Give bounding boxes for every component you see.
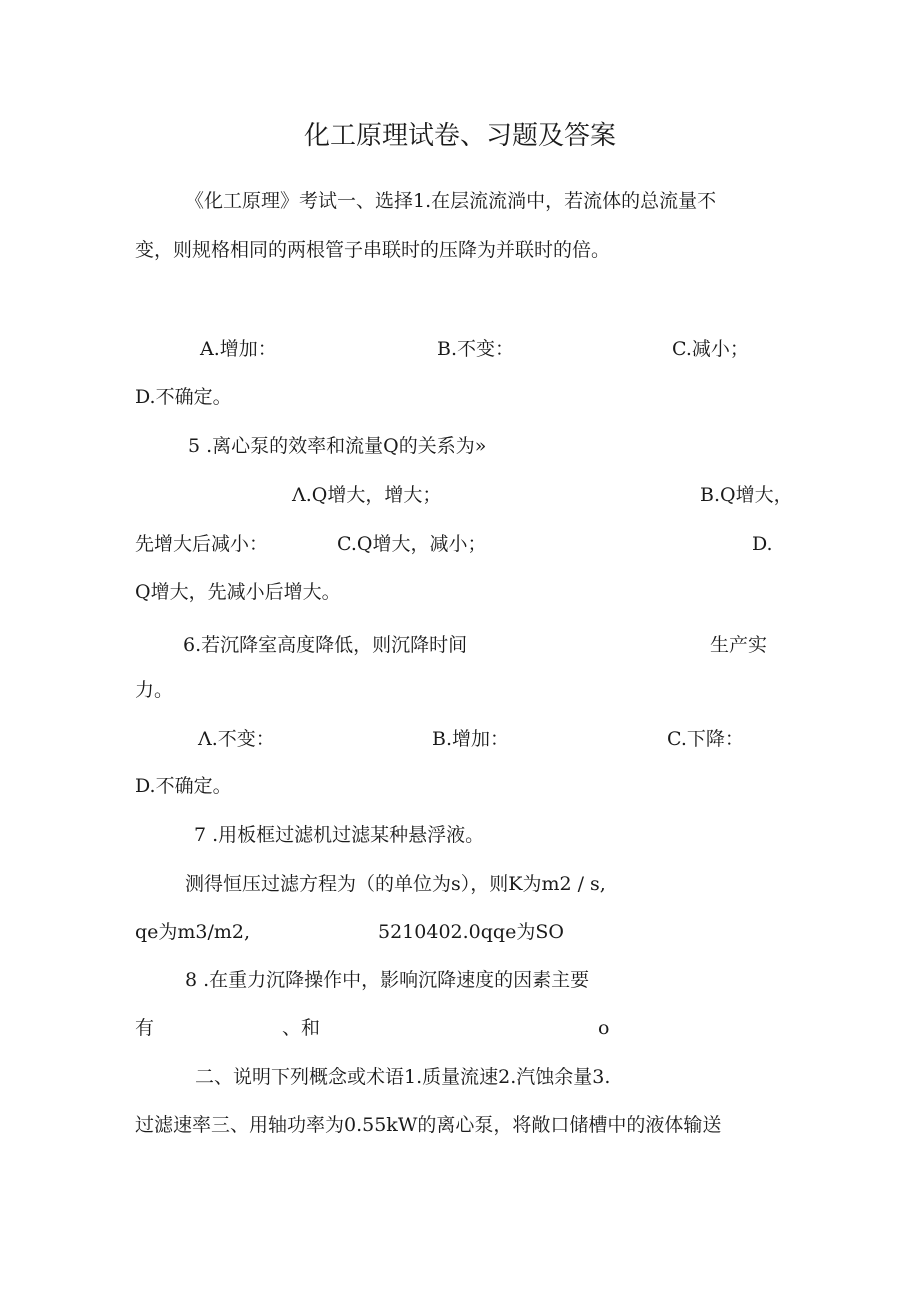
q8-o: o [598, 1017, 610, 1039]
q5-option-d-text: Q增大，先减小后增大。 [135, 581, 341, 603]
q6-option-b: B.增加： [432, 728, 510, 750]
q1-line-2: 变，则规格相同的两根管子串联时的压降为并联时的倍。 [135, 239, 611, 261]
q6-stem-right: 生产实 [710, 634, 768, 656]
q5-option-a: Λ.Q增大，增大； [292, 484, 442, 506]
section-2-line-2: 过滤速率三、用轴功率为0.55kW的离心泵，将敞口储槽中的液体输送 [135, 1114, 722, 1136]
q8-he: 、和 [282, 1017, 321, 1039]
q7-stem: 7 .用板框过滤机过滤某种悬浮液。 [194, 824, 485, 846]
q6-option-c: C.下降： [667, 728, 744, 750]
q1-option-b: B.不变： [437, 338, 515, 360]
q5-option-d-label: D. [752, 533, 773, 555]
q6-option-d: D.不确定。 [135, 775, 232, 797]
q1-option-c: C.减小； [672, 338, 749, 360]
q5-option-b-cont: 先增大后减小： [135, 533, 269, 555]
section-2-line-1: 二、说明下列概念或术语1.质量流速2.汽蚀余量3. [195, 1066, 611, 1088]
q6-stem: 6.若沉降室高度降低，则沉降时间 [183, 634, 468, 656]
q6-stem-end: 力。 [135, 679, 174, 701]
q7-line-3-right: 5210402.0qqe为SO [378, 921, 564, 943]
q1-option-a: A.增加： [200, 338, 277, 360]
q1-option-d: D.不确定。 [135, 386, 232, 408]
q8-you: 有 [135, 1017, 155, 1039]
q5-option-c: C.Q增大，减小； [337, 533, 487, 555]
q5-stem: 5 .离心泵的效率和流量Q的关系为» [188, 435, 487, 457]
q7-line-2: 测得恒压过滤方程为（的单位为s），则K为m2 / s, [185, 873, 606, 895]
q5-option-b: B.Q增大， [700, 484, 793, 506]
page-title: 化工原理试卷、习题及答案 [303, 121, 616, 151]
q7-line-3-left: qe为m3/m2, [135, 921, 251, 943]
q6-option-a: Λ.不变： [198, 728, 275, 750]
q1-line-1: 《化工原理》考试一、选择1.在层流流淌中，若流体的总流量不 [185, 190, 717, 212]
q8-stem: 8 .在重力沉降操作中，影响沉降速度的因素主要 [185, 969, 590, 991]
